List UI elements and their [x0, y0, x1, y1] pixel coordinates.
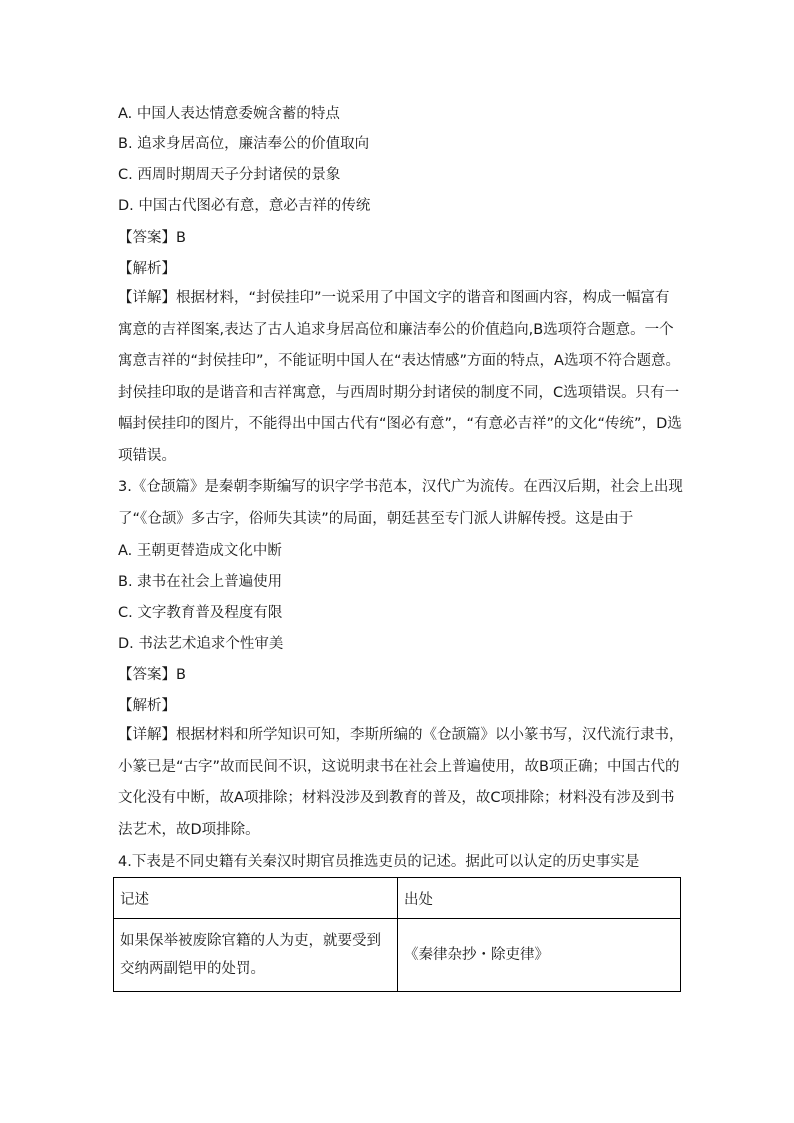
q3-option-c: C. 文字教育普及程度有限 [118, 605, 283, 621]
table-cell: 《秦律杂抄・除吏律》 [398, 919, 681, 992]
q2-option-c: C. 西周时期周天子分封诸侯的景象 [118, 167, 341, 183]
q4-record-table [113, 877, 681, 992]
q3-option-d: D. 书法艺术追求个性审美 [118, 636, 284, 652]
q3-option-a: A. 王朝更替造成文化中断 [118, 543, 282, 559]
q2-option-d: D. 中国古代图必有意，意必吉祥的传统 [118, 198, 371, 214]
q2-detail [118, 283, 684, 472]
table-header-cell: 记述 [114, 878, 398, 919]
q2-detail-text: 【详解】根据材料，“封侯挂印”一说采用了中国文字的谐音和图画内容，构成一幅富有寓意的吉祥图案,表达了古人追求身居高位和廉洁奉公的价值趋向,B选项符合题意。一个寓意吉祥的“封侯挂印”，不能证明中国人在“表达情感”方面的特点，A选项不符合题意。封侯挂印取的是谐音和吉祥寓意，与西周时期分封诸侯的制度不同，C选项错误。只有一幅封侯挂印的图片，不能得出中国古代有“图必有意”，“有意必吉祥”的文化“传统”，D选项错误。 [118, 290, 682, 464]
table-header-cell: 出处 [398, 878, 681, 919]
q4-stem: 4.下表是不同史籍有关秦汉时期官员推选吏员的记述。据此可以认定的历史事实是 [118, 854, 640, 870]
q2-analysis-label: 【解析】 [118, 261, 176, 277]
q3-stem [118, 472, 684, 535]
q3-detail [118, 720, 684, 846]
table-cell: 如果保举被废除官籍的人为吏，就要受到交纳两副铠甲的处罚。 [114, 919, 398, 992]
q3-stem-text: 3.《仓颉篇》是秦朝李斯编写的识字学书范本，汉代广为流传。在西汉后期，社会上出现了“《仓颉》多古字，俗师失其读”的局面，朝廷甚至专门派人讲解传授。这是由于 [118, 479, 683, 527]
table-header-row [114, 878, 681, 919]
q2-answer: 【答案】B [118, 230, 186, 246]
q3-answer: 【答案】B [118, 667, 186, 683]
table-row [114, 919, 681, 992]
q3-detail-text: 【详解】根据材料和所学知识可知，李斯所编的《仓颉篇》以小篆书写，汉代流行隶书，小篆已是“古字”故而民间不识，这说明隶书在社会上普遍使用，故B项正确；中国古代的文化没有中断，故A项排除；材料没涉及到教育的普及，故C项排除；材料没有涉及到书法艺术，故D项排除。 [118, 727, 684, 838]
q3-option-b: B. 隶书在社会上普遍使用 [118, 574, 283, 590]
q2-option-b: B. 追求身居高位，廉洁奉公的价值取向 [118, 136, 370, 152]
q3-analysis-label: 【解析】 [118, 698, 176, 714]
q2-option-a: A. 中国人表达情意委婉含蓄的特点 [118, 106, 340, 122]
